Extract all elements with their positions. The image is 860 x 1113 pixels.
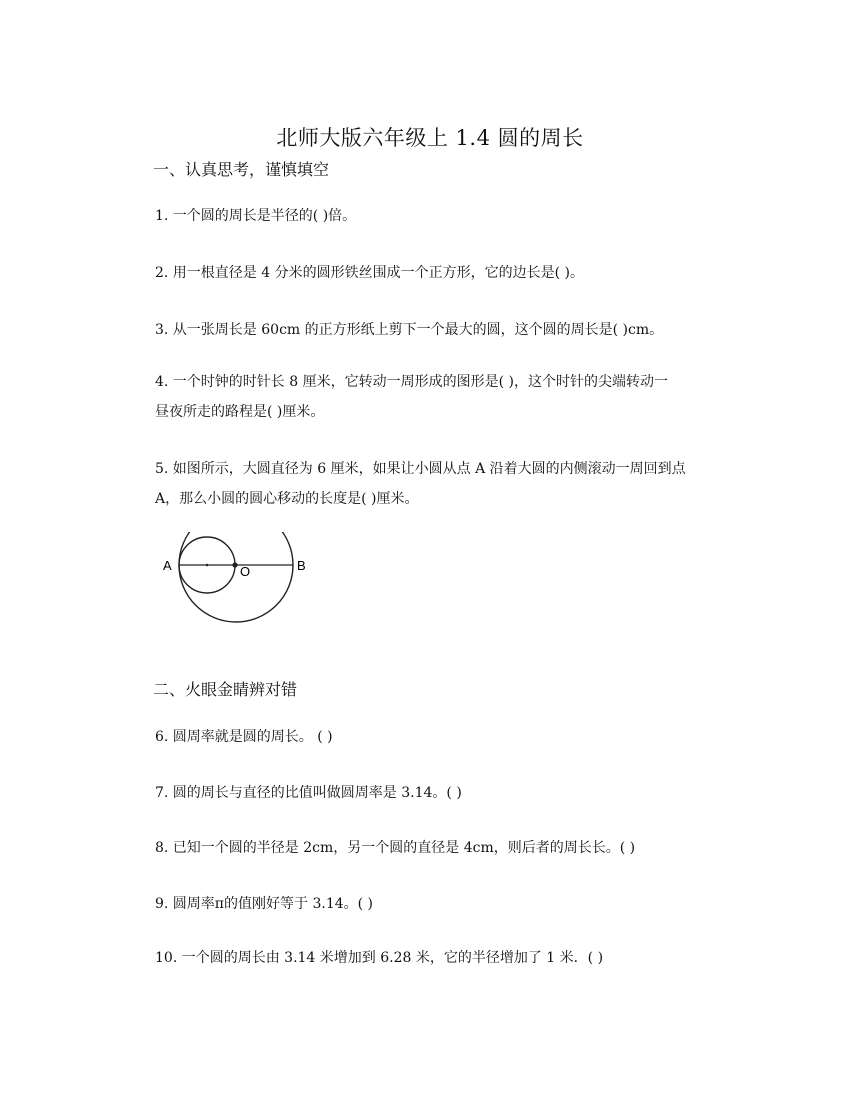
question-9-line-1: 9. 圆周率π的值刚好等于 3.14。( ): [155, 896, 374, 912]
question-7: [155, 778, 462, 808]
question-3-line-1: 3. 从一张周长是 60cm 的正方形纸上剪下一个最大的圆，这个圆的周长是( )cm。: [155, 322, 664, 338]
question-1-line-1: 1. 一个圆的周长是半径的( )倍。: [155, 208, 357, 224]
label-a: A: [163, 558, 172, 573]
question-2: [155, 258, 584, 288]
question-6: [155, 722, 333, 752]
question-1: [155, 201, 356, 231]
circle-diagram: [158, 532, 318, 627]
page-title: 北师大版六年级上 1.4 圆的周长: [276, 126, 584, 150]
question-7-line-1: 7. 圆的周长与直径的比值叫做圆周率是 3.14。( ): [155, 785, 462, 801]
question-9: [155, 889, 373, 919]
question-8: [155, 833, 635, 863]
question-3: [155, 315, 663, 345]
question-4-line-2: 昼夜所走的路程是( )厘米。: [155, 404, 325, 420]
section-heading-fill-blank: 一、认真思考，谨慎填空: [153, 160, 330, 179]
small-circle-center-dot: [206, 564, 209, 567]
question-10-line-1: 10. 一个圆的周长由 3.14 米增加到 6.28 米，它的半径增加了 1 米．( ): [155, 950, 604, 966]
question-4-line-1: 4. 一个时钟的时针长 8 厘米，它转动一周形成的图形是( )，这个时针的尖端转动一: [155, 374, 668, 390]
question-10: [155, 943, 603, 973]
large-circle: [179, 532, 293, 622]
question-5: [155, 454, 686, 514]
question-5-line-2: A，那么小圆的圆心移动的长度是( )厘米。: [155, 491, 419, 507]
question-2-line-1: 2. 用一根直径是 4 分米的圆形铁丝围成一个正方形，它的边长是( )。: [155, 265, 584, 281]
label-o: O: [240, 564, 251, 579]
label-b: B: [297, 558, 306, 573]
question-5-line-1: 5. 如图所示，大圆直径为 6 厘米，如果让小圆从点 A 沿着大圆的内侧滚动一周回到点: [155, 461, 686, 477]
question-8-line-1: 8. 已知一个圆的半径是 2cm，另一个圆的直径是 4cm，则后者的周长长。( ): [155, 840, 636, 856]
point-o-dot: [232, 562, 237, 567]
question-6-line-1: 6. 圆周率就是圆的周长。 ( ): [155, 729, 333, 745]
section-heading-true-false: 二、火眼金睛辨对错: [153, 680, 298, 699]
question-4: [155, 367, 668, 427]
